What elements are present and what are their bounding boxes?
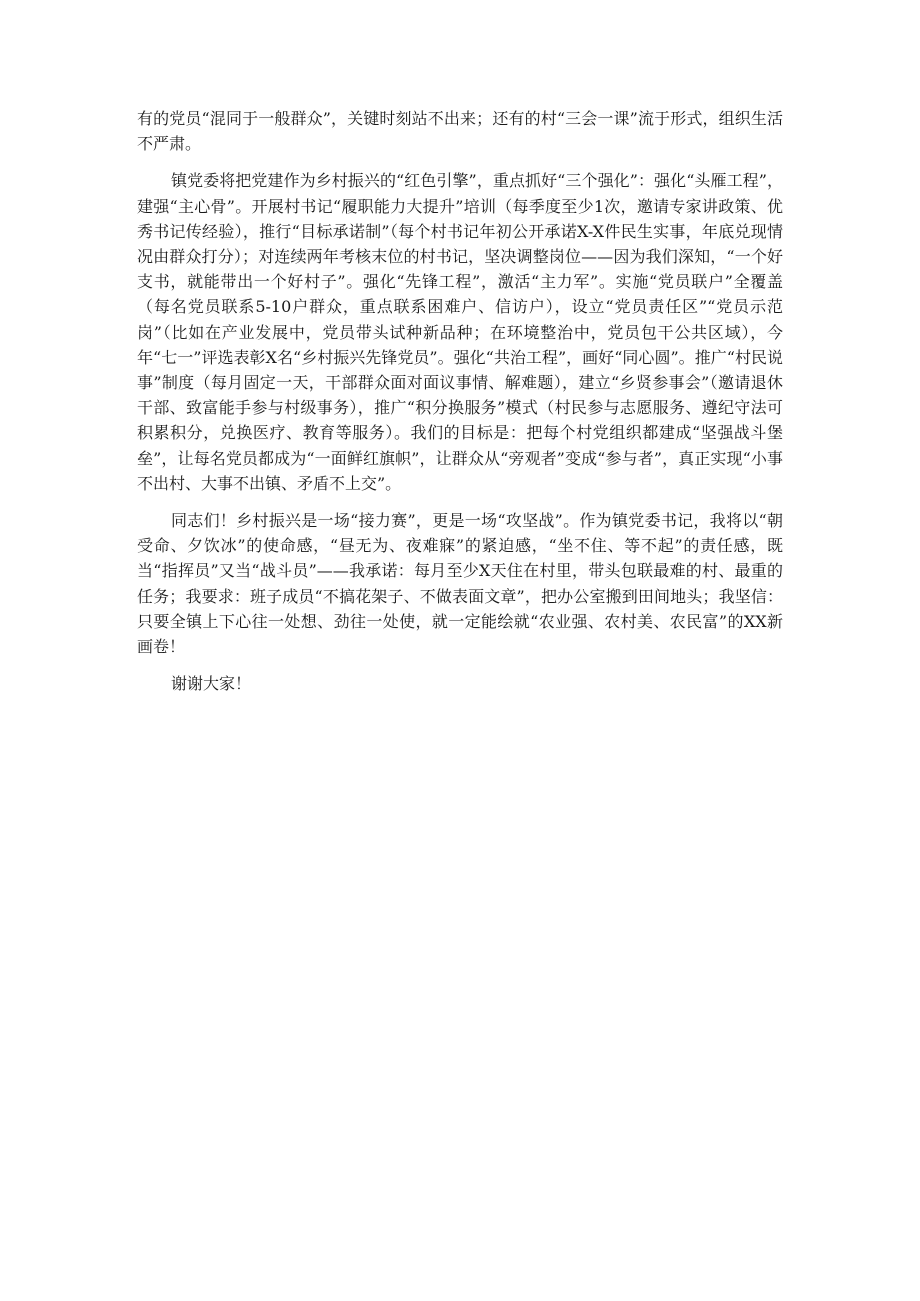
- paragraph-thanks: 谢谢大家！: [171, 674, 252, 694]
- paragraph-party-building: 镇党委将把党建作为乡村振兴的“红色引擎”，重点抓好“三个强化”：强化“头雁工程”，建强“主心骨”。开展村书记“履职能力大提升”培训（每季度至少1次，邀请专家讲政策、优秀书记传经验），推行“目标承诺制”（每个村书记年初公开承诺X-X件民生实事，年底兑现情况由群众打分）；对连续两年考核末位的村书记，坚决调整岗位——因为我们深知，“一个好支书，就能带出一个好村子”。强化“先锋工程”，激活“主力军”。实施“党员联户”全覆盖（每名党员联系5-10户群众，重点联系困难户、信访户），设立“党员责任区”“党员示范岗”（比如在产业发展中，党员带头试种新品种；在环境整治中，党员包干公共区域），今年“七一”评选表彰X名“乡村振兴先锋党员”。强化“共治工程”，画好“同心圆”。推广“村民说事”制度（每月固定一天，干部群众面对面议事情、解难题），建立“乡贤参事会”（邀请退休干部、致富能手参与村级事务），推广“积分换服务”模式（村民参与志愿服务、遵纪守法可积累积分，兑换医疗、教育等服务）。我们的目标是：把每个村党组织都建成“坚强战斗堡垒”，让每名党员都成为“一面鲜红旗帜”，让群众从“旁观者”变成“参与者”，真正实现“小事不出村、大事不出镇、矛盾不上交”。: [137, 171, 783, 493]
- paragraph-commitment: 同志们！乡村振兴是一场“接力赛”，更是一场“攻坚战”。作为镇党委书记，我将以“朝受命、夕饮冰”的使命感，“昼无为、夜难寐”的紧迫感，“坐不住、等不起”的责任感，既当“指挥员”又当“战斗员”——我承诺：每月至少X天住在村里，带头包联最难的村、最重的任务；我要求：班子成员“不搞花架子、不做表面文章”，把办公室搬到田间地头；我坚信：只要全镇上下心往一处想、劲往一处使，就一定能绘就“农业强、农村美、农民富”的XX新画卷！: [137, 511, 783, 657]
- document-body: [137, 106, 783, 696]
- paragraph-continuation: 有的党员“混同于一般群众”，关键时刻站不出来；还有的村“三会一课”流于形式，组织生活不严肃。: [137, 109, 783, 154]
